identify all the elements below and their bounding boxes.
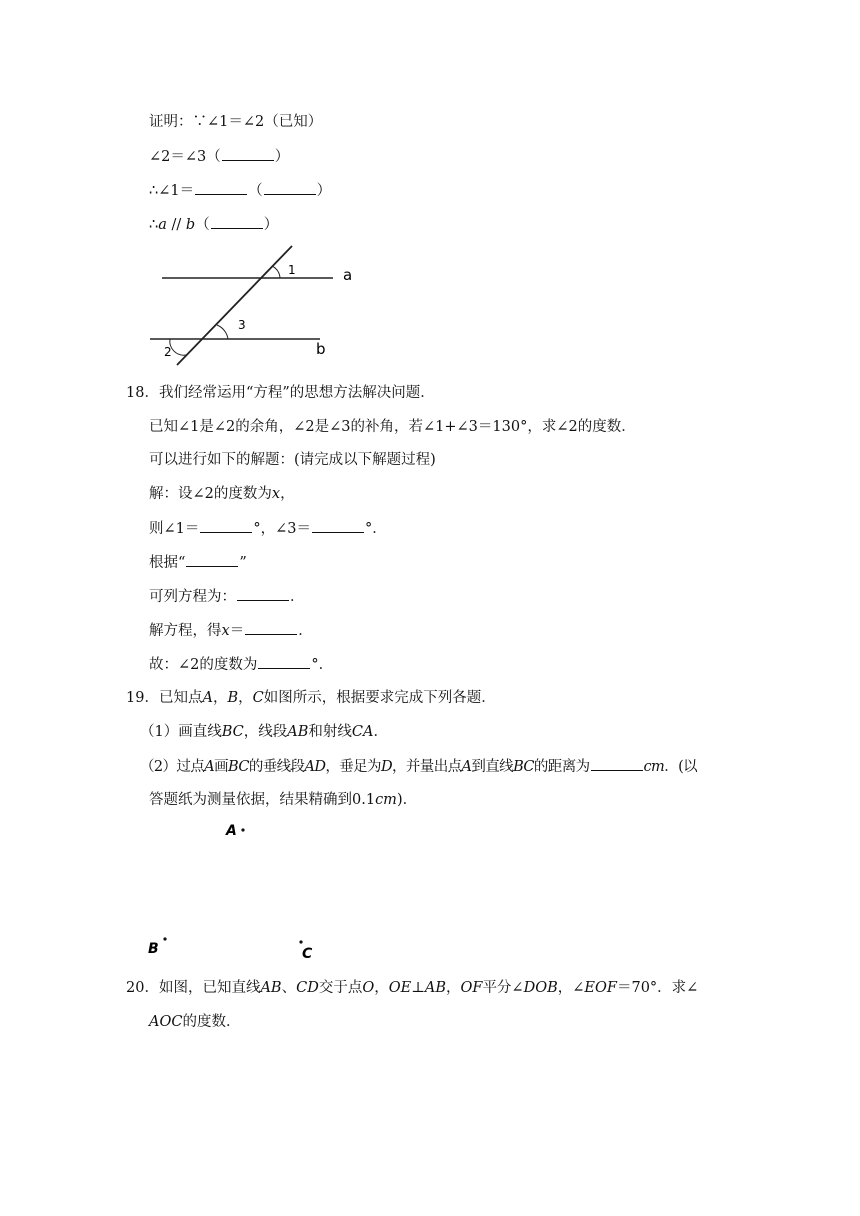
transversal bbox=[177, 246, 292, 365]
q18-equation: 可列方程为： ． bbox=[149, 586, 305, 607]
answer-blank[interactable] bbox=[245, 620, 297, 635]
answer-blank[interactable] bbox=[211, 214, 263, 229]
q19-part2-cont: 答题纸为测量依据，结果精确到0.1cm)． bbox=[149, 792, 418, 808]
q20-text-cont: AOC的度数． bbox=[149, 1014, 241, 1030]
proof-line-2: ∠2＝∠3（ ） bbox=[149, 146, 289, 167]
q18-then: 则∠1＝ °，∠3＝ °． bbox=[149, 518, 387, 539]
q20-text: 20．如图，已知直线AB、CD交于点O，OE⊥AB，OF平分∠DOB，∠EOF＝70°．求∠ bbox=[126, 980, 699, 996]
q18-title: 18．我们经常运用“方程”的思想方法解决问题． bbox=[126, 385, 435, 401]
answer-blank[interactable] bbox=[258, 654, 310, 669]
point-label-b: B bbox=[148, 941, 159, 957]
angle-2-arc bbox=[170, 339, 186, 355]
q18-basis: 根据“ ” bbox=[149, 552, 247, 573]
answer-blank[interactable] bbox=[222, 146, 274, 161]
q18-answer: 故：∠2的度数为 °． bbox=[149, 654, 333, 675]
q19-part2: （2）过点A画BC的垂线段AD，垂足为D，并量出点A到直线BC的距离为 cm．(以 bbox=[140, 756, 697, 777]
angle-1-arc bbox=[272, 266, 280, 278]
parallel-lines-figure bbox=[140, 238, 370, 370]
answer-blank[interactable] bbox=[200, 518, 252, 533]
q18-hint: 可以进行如下的解题：(请完成以下解题过程) bbox=[149, 452, 436, 468]
q19-title: 19．已知点A，B，C如图所示，根据要求完成下列各题． bbox=[126, 690, 496, 706]
line-label-b: b bbox=[316, 340, 326, 358]
proof-line-1: 证明：∵∠1＝∠2（已知） bbox=[149, 114, 323, 130]
answer-blank[interactable] bbox=[195, 180, 247, 195]
answer-blank[interactable] bbox=[591, 756, 643, 771]
answer-blank[interactable] bbox=[186, 552, 238, 567]
angle-3-arc bbox=[217, 325, 228, 339]
point-c bbox=[299, 940, 302, 943]
answer-blank[interactable] bbox=[264, 180, 316, 195]
line-label-a: a bbox=[343, 266, 353, 284]
angle-label-1: 1 bbox=[288, 263, 296, 277]
angle-label-3: 3 bbox=[238, 318, 246, 332]
point-b bbox=[163, 937, 166, 940]
point-label-c: C bbox=[302, 946, 313, 962]
answer-blank[interactable] bbox=[237, 586, 289, 601]
point-a bbox=[241, 828, 244, 831]
point-label-a: A bbox=[226, 823, 237, 839]
answer-blank[interactable] bbox=[312, 518, 364, 533]
angle-label-2: 2 bbox=[164, 345, 172, 359]
points-figure bbox=[140, 815, 340, 965]
q18-let: 解：设∠2的度数为x， bbox=[149, 486, 295, 502]
q19-part1: （1）画直线BC，线段AB和射线CA． bbox=[140, 724, 388, 740]
q18-given: 已知∠1是∠2的余角，∠2是∠3的补角，若∠1+∠3＝130°，求∠2的度数． bbox=[149, 419, 636, 435]
proof-line-3: ∴∠1＝ （ ） bbox=[149, 180, 331, 201]
proof-line-4: ∴a // b（ ） bbox=[149, 214, 278, 235]
q18-solve: 解方程，得x＝ ． bbox=[149, 620, 313, 641]
